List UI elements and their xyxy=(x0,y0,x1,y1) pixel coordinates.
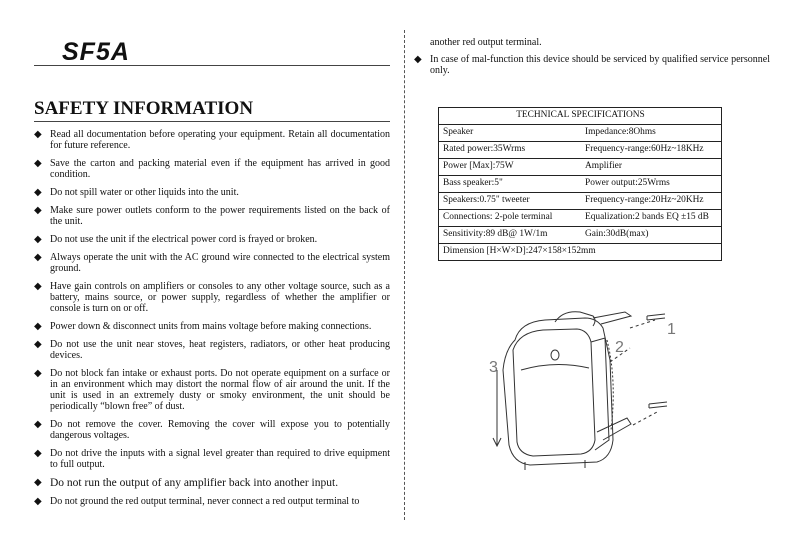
diamond-bullet-icon: ◆ xyxy=(414,54,422,65)
spec-dimension: Dimension [H×W×D]:247×158×152mm xyxy=(439,244,722,261)
list-item: ◆ Save the carton and packing material even if the equipment has arrived in good condition. xyxy=(34,158,390,180)
column-divider xyxy=(404,30,405,520)
table-row xyxy=(439,244,722,261)
table-row: Speaker Impedance:8Ohms xyxy=(439,125,722,142)
list-item: ◆ Do not use the unit near stoves, heat registers, radiators, or other heat producing devices. xyxy=(34,339,390,361)
list-item: ◆ Do not run the output of any amplifier back into another input. xyxy=(34,477,339,489)
diamond-bullet-icon: ◆ xyxy=(34,187,42,198)
spec-table xyxy=(438,107,722,261)
diamond-bullet-icon: ◆ xyxy=(34,419,42,430)
model-title: SF5A xyxy=(62,38,130,66)
table-row: Power [Max]:75W Amplifier xyxy=(439,159,722,176)
diamond-bullet-icon: ◆ xyxy=(34,252,42,263)
table-row: Connections: 2-pole terminal Equalization:2 bands EQ ±15 dB xyxy=(439,210,722,227)
diamond-bullet-icon: ◆ xyxy=(34,496,42,507)
list-item: ◆ Always operate the unit with the AC ground wire connected to the electrical system ground. xyxy=(34,252,390,274)
list-item: ◆ Read all documentation before operating your equipment. Retain all documentation for future reference. xyxy=(34,129,390,151)
safety-list-continued xyxy=(414,54,770,83)
list-continuation: another red output terminal. xyxy=(430,37,542,48)
diagram-label-2: 2 xyxy=(615,339,624,356)
diamond-bullet-icon: ◆ xyxy=(34,477,42,488)
list-item: ◆ Do not spill water or other liquids into the unit. xyxy=(34,187,239,198)
diamond-bullet-icon: ◆ xyxy=(34,205,42,216)
diagram-label-1: 1 xyxy=(667,321,676,338)
diamond-bullet-icon: ◆ xyxy=(34,321,42,332)
speaker-mounting-diagram xyxy=(485,300,685,485)
diamond-bullet-icon: ◆ xyxy=(34,448,42,459)
section-heading: SAFETY INFORMATION xyxy=(34,98,254,119)
list-item: ◆ Do not drive the inputs with a signal level greater than required to drive equipment to full output. xyxy=(34,448,390,470)
diamond-bullet-icon: ◆ xyxy=(34,234,42,245)
list-item: ◆ In case of mal-function this device should be serviced by qualified service personnel only. xyxy=(414,54,770,76)
heading-rule xyxy=(34,121,390,122)
diamond-bullet-icon: ◆ xyxy=(34,339,42,350)
list-item: ◆ Power down & disconnect units from mains voltage before making connections. xyxy=(34,321,372,332)
diamond-bullet-icon: ◆ xyxy=(34,368,42,379)
list-item: ◆ Do not ground the red output terminal, never connect a red output terminal to xyxy=(34,496,360,507)
list-item: ◆ Make sure power outlets conform to the power requirements listed on the back of the unit. xyxy=(34,205,390,227)
list-item: ◆ Do not use the unit if the electrical power cord is frayed or broken. xyxy=(34,234,318,245)
diamond-bullet-icon: ◆ xyxy=(34,129,42,140)
list-item: ◆ Have gain controls on amplifiers or consoles to any other voltage source, such as a battery, mains source, or power supply, regardless of whether the amplifier or console is turn on or off. xyxy=(34,281,390,314)
table-row: Bass speaker:5" Power output:25Wrms xyxy=(439,176,722,193)
diagram-label-3: 3 xyxy=(489,359,498,376)
diamond-bullet-icon: ◆ xyxy=(34,158,42,169)
spec-table-title: TECHNICAL SPECIFICATIONS xyxy=(439,108,722,125)
table-row: Rated power:35Wrms Frequency-range:60Hz~18KHz xyxy=(439,142,722,159)
table-row: Sensitivity:89 dB@ 1W/1m Gain:30dB(max) xyxy=(439,227,722,244)
diamond-bullet-icon: ◆ xyxy=(34,281,42,292)
list-item: ◆ Do not block fan intake or exhaust ports. Do not operate equipment on a surface or in an environment which may distort the normal flow of air around the unit. If the unit is used in an extremely dusty or smoky environment, the unit should be periodically “blown free” of dust. xyxy=(34,368,390,412)
table-row: Speakers:0.75" tweeter Frequency-range:20Hz~20KHz xyxy=(439,193,722,210)
list-item: ◆ Do not remove the cover. Removing the cover will expose you to potentially dangerous voltages. xyxy=(34,419,390,441)
safety-list xyxy=(34,129,390,514)
